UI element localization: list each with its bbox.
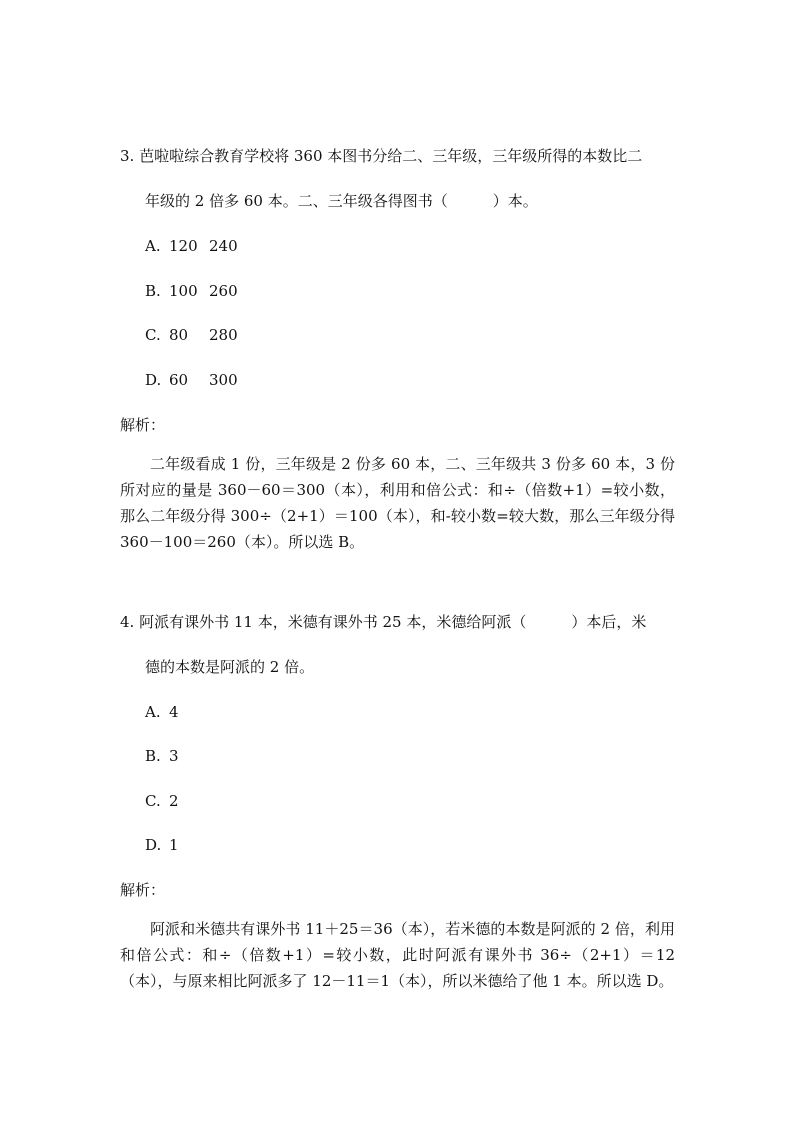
question-3-option-a[interactable]: A. 120 240 <box>145 237 238 255</box>
question-3-option-d[interactable]: D. 60 300 <box>145 371 238 389</box>
question-4-stem-text: 阿派有课外书 11 本，米德有课外书 25 本，米德给阿派（ ）本后，米 <box>139 613 647 631</box>
question-4-analysis-text: 阿派和米德共有课外书 11＋25＝36（本），若米德的本数是阿派的 2 倍，利用和倍公式：和÷（倍数+1）=较小数，此时阿派有课外书 36÷（2+1）＝12（本），与原来相比阿派多了 12－11＝1（本），所以米德给了他 1 本。所以选 D。 <box>120 920 675 990</box>
question-3-stem-text: 芭啦啦综合教育学校将 360 本图书分给二、三年级，三年级所得的本数比二 <box>139 147 643 165</box>
question-4-option-c[interactable]: C. 2 <box>145 792 179 810</box>
question-4-analysis <box>120 916 675 994</box>
question-4-stem-line2: 德的本数是阿派的 2 倍。 <box>145 658 315 676</box>
question-3-analysis-label: 解析： <box>120 416 166 434</box>
question-3-number: 3. <box>120 147 135 165</box>
question-3-stem-line1 <box>120 146 642 166</box>
question-4-option-a[interactable]: A. 4 <box>145 703 179 721</box>
question-4-analysis-label: 解析： <box>120 881 166 899</box>
question-3-option-b[interactable]: B. 100 260 <box>145 282 238 300</box>
question-4-number: 4. <box>120 613 135 631</box>
question-3-analysis <box>120 451 675 555</box>
question-4-option-b[interactable]: B. 3 <box>145 747 179 765</box>
question-4-stem-line1 <box>120 612 646 632</box>
question-3-option-c[interactable]: C. 80 280 <box>145 326 238 344</box>
question-3-stem-line2: 年级的 2 倍多 60 本。二、三年级各得图书（ ）本。 <box>145 192 538 210</box>
question-3-analysis-text: 二年级看成 1 份，三年级是 2 份多 60 本，二、三年级共 3 份多 60 本，3 份所对应的量是 360－60＝300（本），利用和倍公式：和÷（倍数+1）=较小数，那么二年级分得 300÷（2+1）＝100（本），和-较小数=较大数，那么三年级分得 360－100＝260（本）。所以选 B。 <box>120 455 675 551</box>
question-4-option-d[interactable]: D. 1 <box>145 836 179 854</box>
